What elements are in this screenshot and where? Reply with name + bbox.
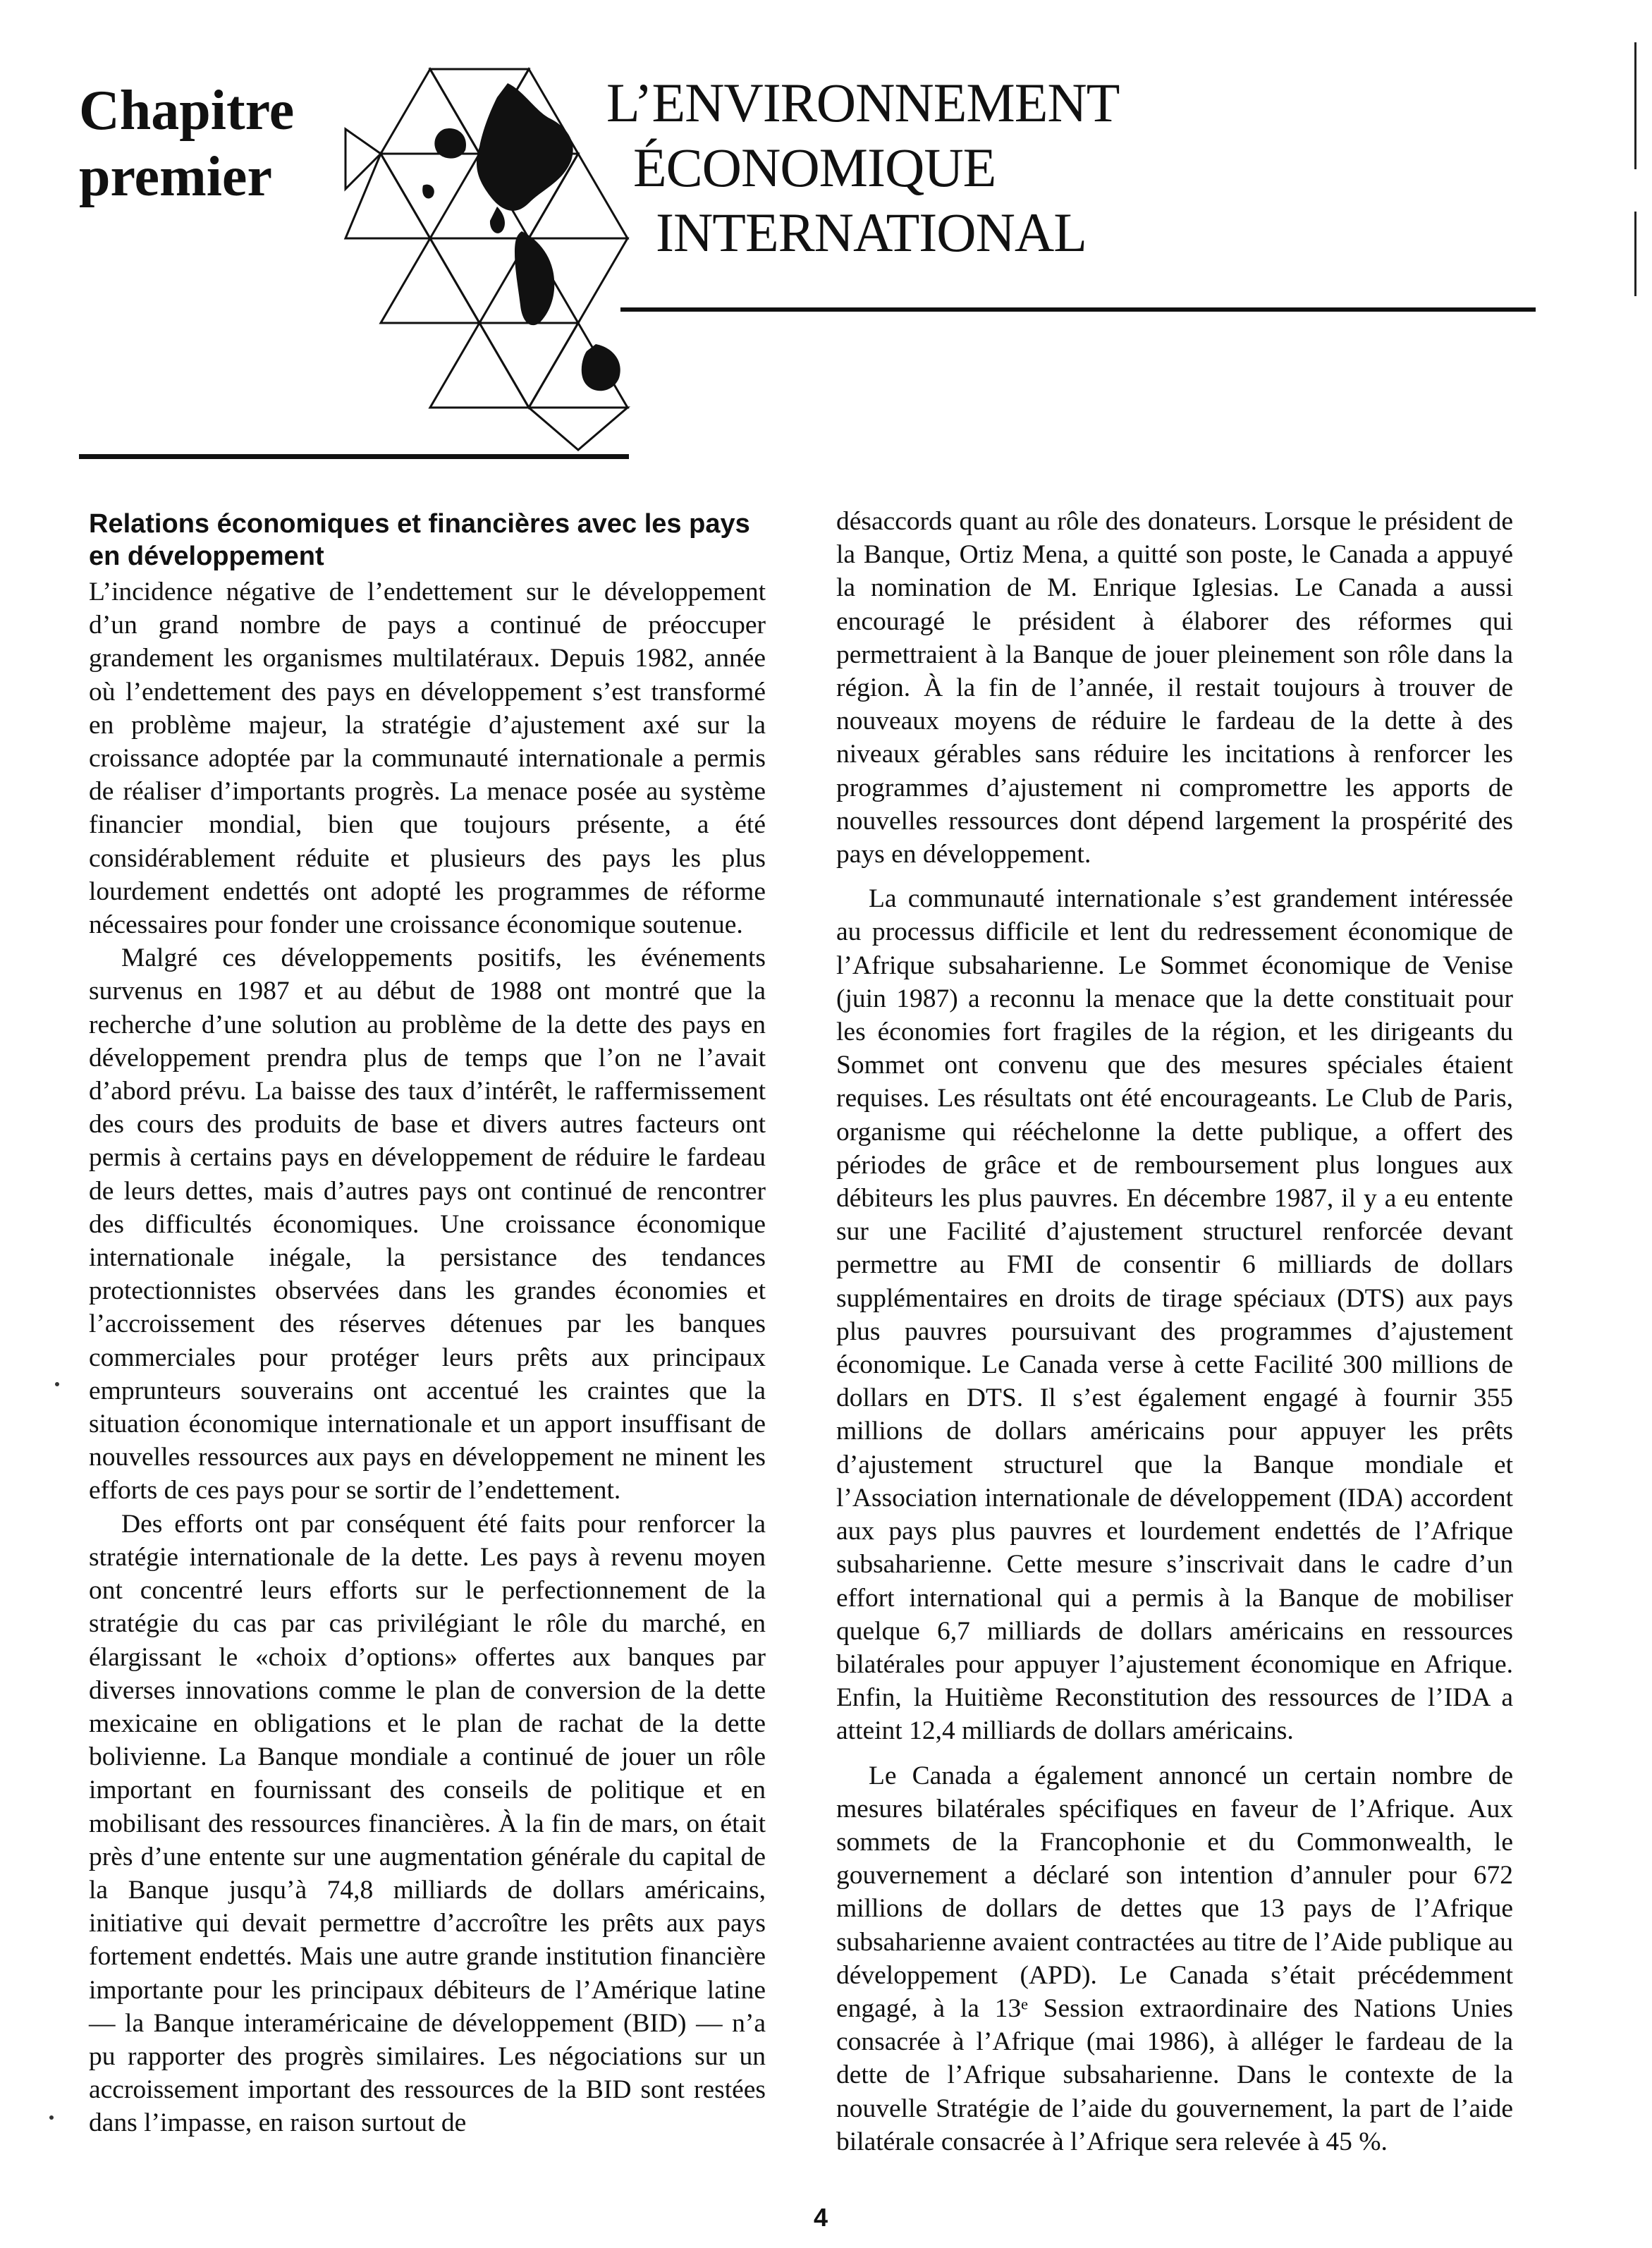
left-paragraph-2: Malgré ces développements positifs, les événements survenus en 1987 et au début de 1988 ont montré que la recherche d’une solution au problème de la dette des pays en développement prendra plus de temps que l’on ne l’avait d’abord prévu. La baisse des taux d’intérêt, le raffermissement des cours des produits de base et divers autres facteurs ont permis à certains pays en développement de réduire le fardeau de leurs dettes, mais d’autres pays ont continué de rencontrer des difficultés économiques. Une croissance économique internationale inégale, la persistance des tendances protectionnistes observées dans les grandes économies et l’accroissement des réserves détenues par les banques commerciales pour protéger leurs prêts aux principaux emprunteurs souverains ont accentué les craintes que la situation économique internationale et un apport insuffisant de nouvelles ressources aux pays en développement ne minent les efforts de ces pays pour se sortir de l’endettement. xyxy=(89,943,766,1505)
right-paragraph-2: La communauté internationale s’est grandement intéressée au processus difficile et lent du redressement économique de l’Afrique subsaharienne. Le Sommet économique de Venise (juin 1987) a reconnu la menace que la dette constituait pour les économies fort fragiles de la région, et les dirigeants du Sommet ont convenu que des mesures spéciales étaient requises. Les résultats ont été encourageants. Le Club de Paris, organisme qui rééchelonne la dette publique, a offert des périodes de grâce et de remboursement plus longues aux débiteurs les plus pauvres. En décembre 1987, il y a eu entente sur une Facilité d’ajustement structurel renforcée devant permettre au FMI de consentir 6 milliards de dollars supplémentaires en droits de tirage spéciaux (DTS) aux pays plus pauvres poursuivant des programmes d’ajustement économique. Le Canada verse à cette Facilité 300 millions de dollars en DTS. Il s’est également engagé à fournir 355 millions de dollars américains pour appuyer les prêts d’ajustement structurel que la Banque mondiale et l’Association internationale de développement (IDA) accordent aux pays plus pauvres et lourdement endettés de l’Afrique subsaharienne. Cette mesure s’inscrivait dans le cadre d’un effort international qui a permis à la Banque de mobiliser quelque 6,7 milliards de dollars américains en ressources bilatérales pour appuyer l’ajustement économique en Afrique. Enfin, la Huitième Reconstitution des ressources de l’IDA a atteint 12,4 milliards de dollars américains. xyxy=(836,884,1513,1746)
page-number: 4 xyxy=(814,2203,828,2232)
chapter-title-line-3: INTERNATIONAL xyxy=(656,202,1087,263)
scan-margin-line xyxy=(1634,42,1636,169)
right-paragraph-3: Le Canada a également annoncé un certain nombre de mesures bilatérales spécifiques en faveur de l’Afrique. Aux sommets de la Francophonie et du Commonwealth, le gouvernement a déclaré son intention d’annuler pour 672 millions de dollars de dettes que 13 pays de l’Afrique subsaharienne avaient contractées au titre de l’Aide publique au développement (APD). Le Canada s’était précédemment engagé, à la 13ᵉ Session extraordinaire des Nations Unies consacrée à l’Afrique (mai 1986), à alléger le fardeau de la dette de l’Afrique subsaharienne. Dans le contexte de la nouvelle Stratégie de l’aide du gouvernement, la part de l’aide bilatérale consacrée à l’Afrique sera relevée à 45 %. xyxy=(836,1761,1513,2156)
left-column xyxy=(89,508,766,2140)
left-paragraph-1: L’incidence négative de l’endettement sur le développement d’un grand nombre de pays a continué de préoccuper grandement les organismes multilatéraux. Depuis 1982, année où l’endettement des pays en développement s’est transformé en problème majeur, la stratégie d’ajustement axé sur la croissance adoptée par la communauté internationale a permis de réaliser d’importants progrès. La menace posée au système financier mondial, bien que toujours présente, a été considérablement réduite et plusieurs des pays les plus lourdement endettés ont adopté les programmes de réforme nécessaires pour fonder une croissance économique soutenue. xyxy=(89,578,766,940)
left-paragraph-3: Des efforts ont par conséquent été faits pour renforcer la stratégie internationale de la dette. Les pays à revenu moyen ont concentré leurs efforts sur le perfectionnement de la stratégie du cas par cas privilégiant le rôle du marché, en élargissant le «choix d’options» offertes aux banques par diverses innovations comme le plan de conversion de la dette mexicaine en obligations et le plan de rachat de la dette bolivienne. La Banque mondiale a continué de jouer un rôle important en fournissant des conseils de politique et en mobilisant des ressources financières. À la fin de mars, on était près d’une entente sur une augmentation générale du capital de la Banque jusqu’à 74,8 milliards de dollars américains, initiative qui devait permettre d’accroître les prêts aux pays fortement endettés. Mais une autre grande institution financière importante pour les principaux débiteurs de l’Amérique latine — la Banque interaméricaine de développement (BID) — n’a pu rapporter des progrès similaires. Les négociations sur un accroissement important des ressources de la BID sont restées dans l’impasse, en raison surtout de xyxy=(89,1509,766,2138)
chapter-title xyxy=(606,71,1119,265)
chapter-title-line-1: L’ENVIRONNEMENT xyxy=(606,72,1120,133)
scan-margin-line xyxy=(1634,212,1636,296)
scan-speck xyxy=(55,1382,59,1386)
right-column xyxy=(836,505,1513,2158)
chapter-title-line-2: ÉCONOMIQUE xyxy=(633,137,996,198)
chapter-label-line-2: premier xyxy=(79,146,272,208)
header-rule-right xyxy=(620,307,1536,312)
chapter-label-line-1: Chapitre xyxy=(79,80,295,142)
chapter-label xyxy=(79,78,294,210)
header-rule-left xyxy=(79,454,629,459)
section-heading: Relations économiques et financières avec les pays en développement xyxy=(89,509,750,571)
scan-speck xyxy=(49,2115,54,2120)
right-paragraph-1: désaccords quant au rôle des donateurs. Lorsque le président de la Banque, Ortiz Mena, a quitté son poste, le Canada a appuyé la nomination de M. Enrique Iglesias. Le Canada a aussi encouragé le président à élaborer des réformes qui permettraient à la Banque de jouer pleinement son rôle dans la région. À la fin de l’année, il restait toujours à trouver de nouveaux moyens de réduire le fardeau de la dette à des niveaux gérables sans réduire les incitations à renforcer les programmes d’ajustement ni compromettre les apports de nouvelles ressources dont dépend largement la prospérité des pays en développement. xyxy=(836,507,1513,869)
